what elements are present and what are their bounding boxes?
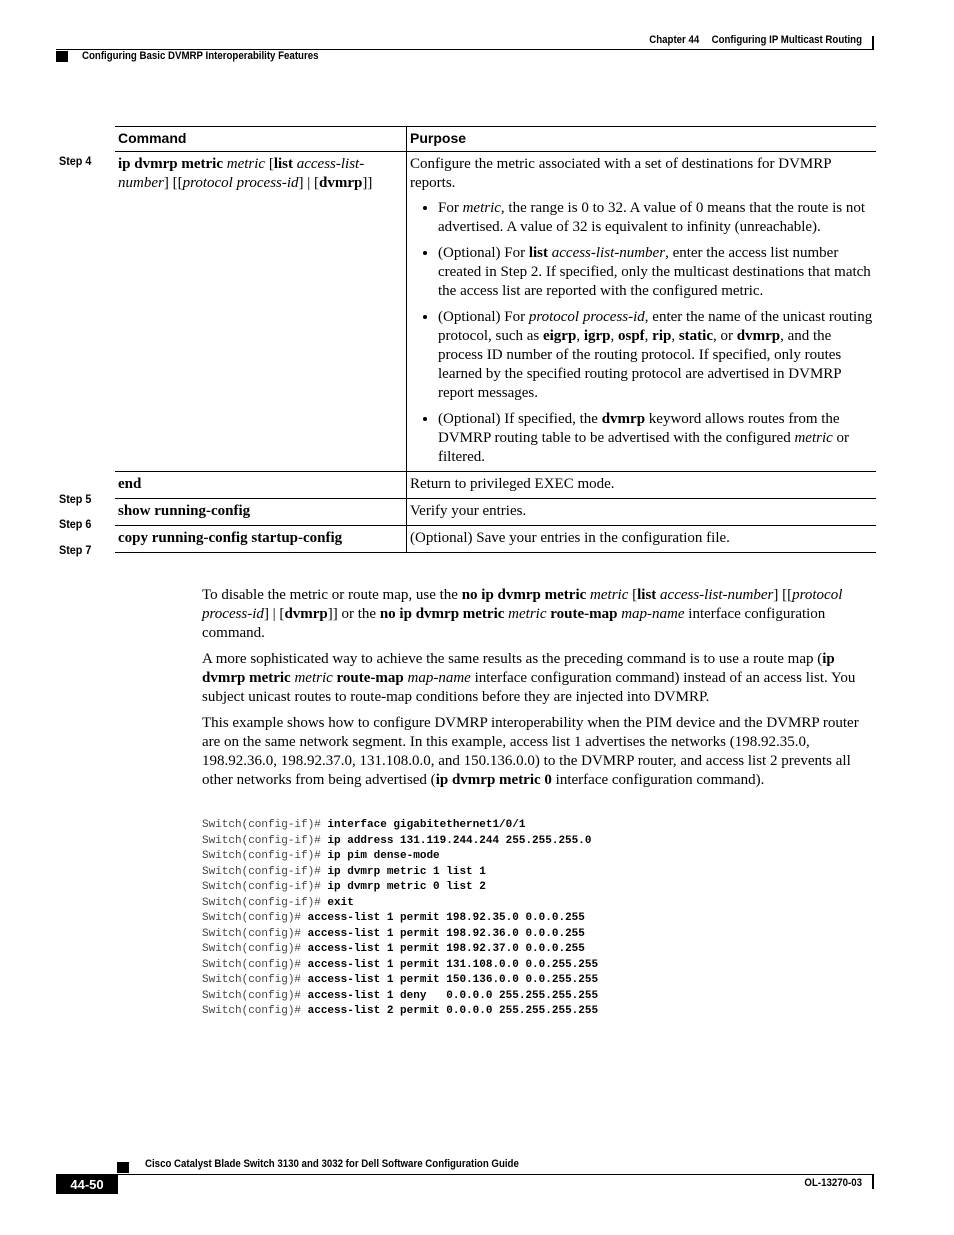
footer-guide-title: Cisco Catalyst Blade Switch 3130 and 3032 for Dell Software Configuration Guide [145, 1158, 519, 1170]
command-cell: copy running-config startup-config [115, 526, 407, 553]
header-tick [872, 36, 874, 50]
code-example [202, 818, 598, 1020]
page-number: 44-50 [56, 1175, 118, 1194]
paragraph: A more sophisticated way to achieve the same results as the preceding command is to use a route map (ip dvmrp metric metric route-map map-name interface configuration command) instead of an access list. You subject unicast routes to route-map conditions before they are injected into DVMRP. [202, 651, 856, 705]
table-row [115, 499, 876, 526]
footer-rule [56, 1174, 874, 1175]
code-line: Switch(config)# access-list 1 deny 0.0.0.0 255.255.255.255 [202, 989, 599, 1002]
command-cell: show running-config [115, 499, 407, 526]
paragraph: To disable the metric or route map, use the no ip dvmrp metric metric [list access-list-number] [[protocol process-id] | [dvmrp]] or the no ip dvmrp metric metric route-map map-name interface configuration command. [202, 587, 843, 641]
footer-marker [117, 1162, 129, 1173]
list-item: • (Optional) For list access-list-number, enter the access list number created in Step 2. If specified, only the multicast destinations that match the access list are reported with the configured metric. [438, 244, 873, 301]
code-line: Switch(config-if)# exit [202, 896, 354, 909]
code-line: Switch(config)# access-list 2 permit 0.0.0.0 255.255.255.255 [202, 1005, 599, 1017]
purpose-cell: Return to privileged EXEC mode. [407, 472, 877, 499]
paragraph: This example shows how to configure DVMRP interoperability when the PIM device and the DVMRP router are on the same network segment. In this example, access list 1 advertises the networks (198.92.35.0, 198.92.36.0, 198.92.37.0, 131.108.0.0, and 150.136.0.0) to the DVMRP router, and access list 2 prevents all other networks from being advertised (ip dvmrp metric 0 interface configuration command). [202, 715, 859, 788]
chapter-number: Chapter 44 [649, 34, 700, 46]
column-header-purpose: Purpose [407, 127, 877, 152]
command-table [115, 126, 876, 553]
table-row [115, 472, 876, 499]
code-line: Switch(config)# access-list 1 permit 198.92.35.0 0.0.0.255 [202, 912, 585, 924]
list-item: • For metric, the range is 0 to 32. A value of 0 means that the route is not advertised. A value of 32 is equivalent to infinity (unreachable). [438, 199, 873, 237]
list-item: • (Optional) For protocol process-id, enter the name of the unicast routing protocol, such as eigrp, igrp, ospf, rip, static, or dvmrp, and the process ID number of the routing protocol. If specified, only routes learned by the specified routing protocol are advertised in DVMRP report messages. [438, 308, 873, 403]
code-line: Switch(config-if)# ip pim dense-mode [202, 850, 440, 862]
code-line: Switch(config)# access-list 1 permit 198.92.37.0 0.0.0.255 [202, 943, 585, 955]
footer-tick [872, 1175, 874, 1189]
list-item: • (Optional) If specified, the dvmrp keyword allows routes from the DVMRP routing table to be advertised with the configured metric or filtered. [438, 410, 873, 467]
command-cell: end [115, 472, 407, 499]
code-line: Switch(config)# access-list 1 permit 131.108.0.0 0.0.255.255 [202, 958, 599, 971]
command-cell: ip dvmrp metric metric [list access-list-number] [[protocol process-id] | [dvmrp]] [115, 152, 407, 472]
step-label: Step 6 [59, 517, 92, 531]
code-line: Switch(config)# access-list 1 permit 198.92.36.0 0.0.0.255 [202, 927, 585, 940]
table-header-row [115, 127, 876, 152]
code-line: Switch(config-if)# ip address 131.119.244.244 255.255.255.0 [202, 834, 592, 847]
running-header [543, 34, 862, 46]
column-header-command: Command [115, 127, 407, 152]
purpose-cell [407, 152, 877, 472]
chapter-title: Configuring IP Multicast Routing [711, 34, 862, 46]
purpose-cell: (Optional) Save your entries in the configuration file. [407, 526, 877, 553]
code-line: Switch(config-if)# ip dvmrp metric 1 list 1 [202, 865, 486, 878]
table-row [115, 152, 876, 472]
section-title: Configuring Basic DVMRP Interoperability Features [82, 50, 319, 62]
purpose-cell: Verify your entries. [407, 499, 877, 526]
purpose-intro: Configure the metric associated with a set of destinations for DVMRP reports. [410, 156, 832, 191]
header-marker [56, 51, 68, 62]
code-line: Switch(config)# access-list 1 permit 150.136.0.0 0.0.255.255 [202, 974, 599, 986]
purpose-bullets [410, 199, 873, 467]
table-row [115, 526, 876, 553]
body-text [202, 586, 878, 797]
step-label: Step 4 [59, 154, 92, 168]
step-label: Step 7 [59, 543, 92, 557]
document-id: OL-13270-03 [804, 1177, 862, 1189]
code-line: Switch(config-if)# ip dvmrp metric 0 list 2 [202, 881, 486, 893]
code-line: Switch(config-if)# interface gigabitethernet1/0/1 [202, 819, 526, 831]
step-label: Step 5 [59, 492, 92, 506]
